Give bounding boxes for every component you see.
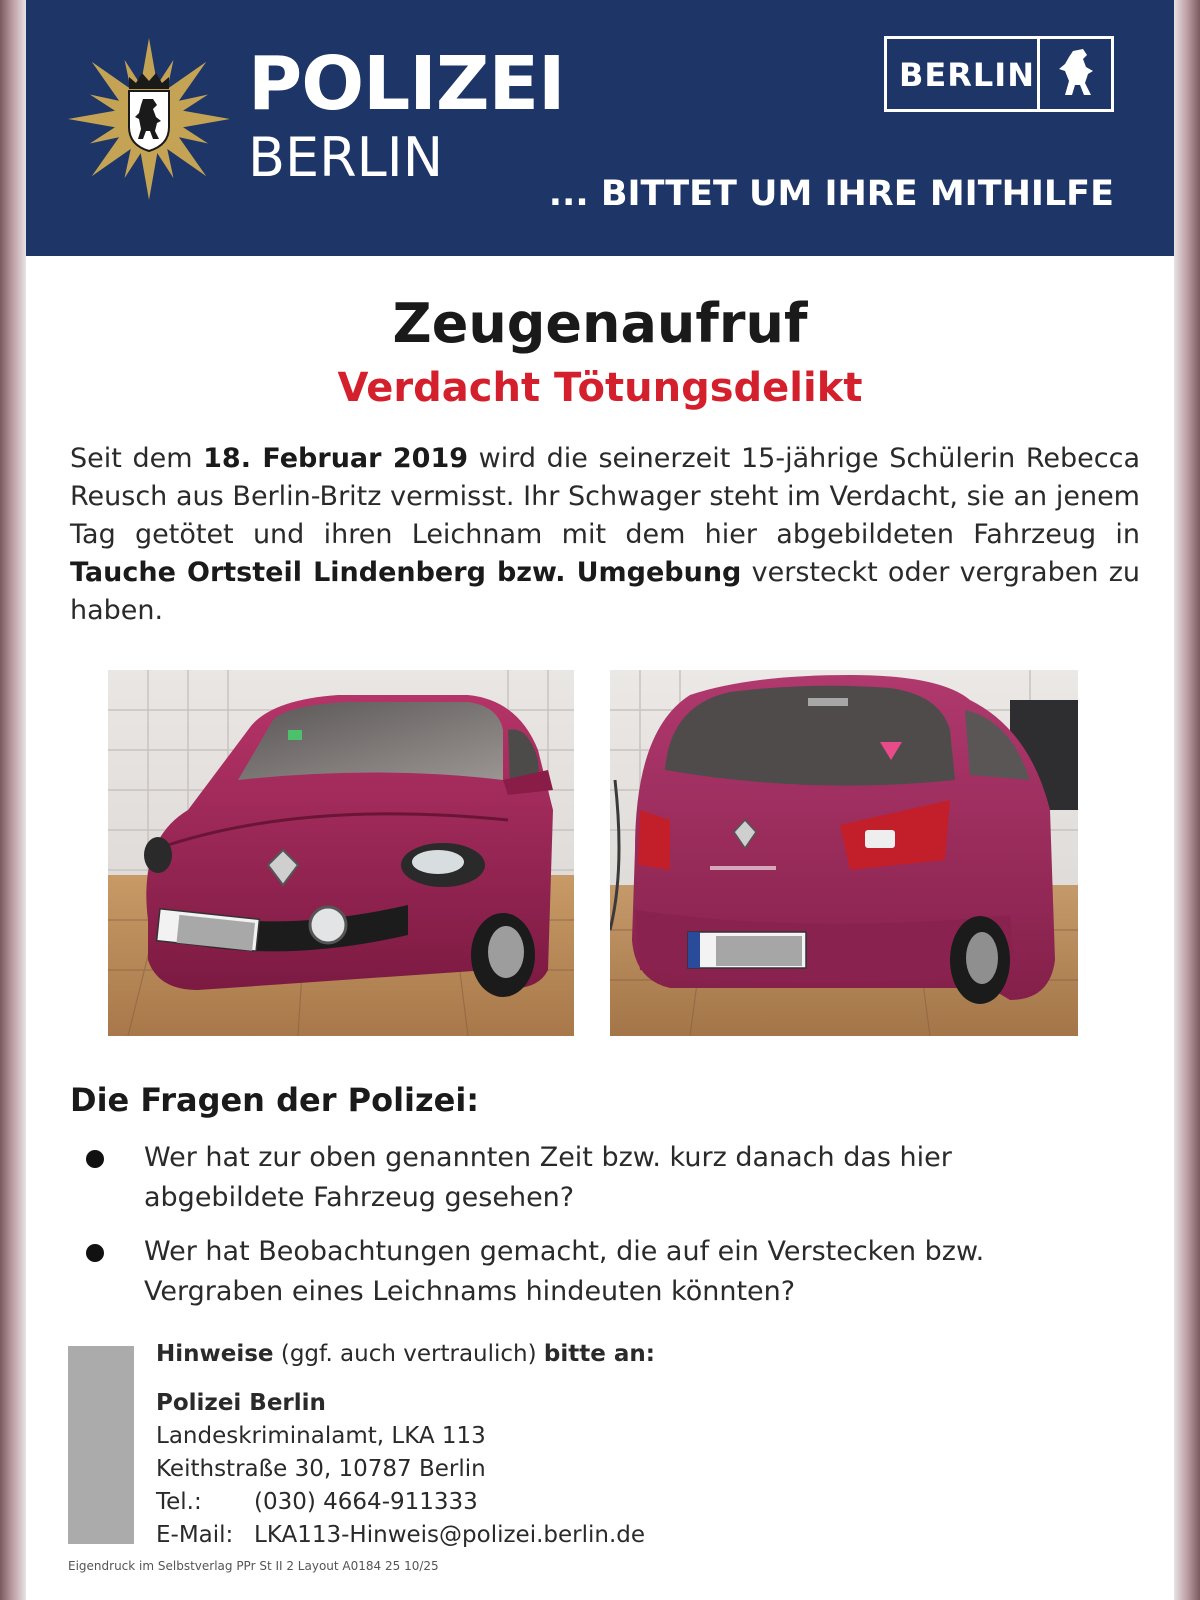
contact-lead-normal: (ggf. auch vertraulich) [273,1341,544,1367]
intro-date: 18. Februar 2019 [203,443,469,474]
question-item [78,1232,1118,1312]
questions-heading: Die Fragen der Polizei: [70,1081,480,1119]
redacted-photo-placeholder [68,1346,134,1544]
intro-text-1: Seit dem [70,443,204,474]
berlin-logo-label: BERLIN [899,56,1035,94]
question-text: Wer hat Beobachtungen gemacht, die auf ein Verstecken bzw. Vergraben eines Leichnams hindeuten könnten? [144,1236,985,1307]
contact-lead-bold-1: Hinweise [156,1341,274,1367]
contact-block [156,1338,1056,1552]
car-rear-photo [610,670,1078,1036]
intro-text-2: wird die seinerzeit 15-jährige Schülerin Rebecca Reusch aus Berlin-Britz vermisst. Ihr Schwager steht im Verdacht, sie an jenem Tag getötet und ihren Leichnam mit dem hier abgebildeten Fahrzeug in [70,443,1140,550]
intro-text-3: versteckt oder vergraben zu haben. [70,557,1140,626]
berlin-logo-divider [1037,39,1040,109]
footer-imprint: Eigendruck im Selbstverlag PPr St II 2 Layout A0184 25 10/25 [68,1559,439,1573]
contact-email-row [156,1519,1056,1552]
questions-list [78,1138,1118,1326]
car-front-photo [108,670,574,1036]
contact-lead [156,1338,1056,1371]
contact-tel-label: Tel.: [156,1489,202,1515]
contact-dept: Landeskriminalamt, LKA 113 [156,1423,486,1449]
intro-location: Tauche Ortsteil Lindenberg bzw. Umgebung [70,557,742,588]
intro-paragraph [70,440,1140,630]
contact-email-value[interactable]: LKA113-Hinweis@polizei.berlin.de [254,1522,646,1548]
poster [26,0,1174,1600]
berlin-bear-icon [1053,47,1107,103]
question-item [78,1138,1118,1218]
bullet-icon [86,1150,104,1168]
contact-org: Polizei Berlin [156,1390,326,1416]
header-banner [26,0,1174,256]
header-tagline: ... BITTET UM IHRE MITHILFE [548,174,1114,214]
contact-lead-bold-2: bitte an: [543,1341,655,1367]
contact-tel-row [156,1486,1056,1519]
bullet-icon [86,1244,104,1262]
contact-email-label: E-Mail: [156,1522,234,1548]
brand-berlin: BERLIN [248,126,444,189]
question-text: Wer hat zur oben genannten Zeit bzw. kurz danach das hier abgebildete Fahrzeug gesehen? [144,1142,952,1213]
notice-subtitle: Verdacht Tötungsdelikt [337,365,863,411]
notice-title: Zeugenaufruf [392,292,808,355]
brand-polizei: POLIZEI [248,41,565,127]
contact-tel-value[interactable]: (030) 4664-911333 [254,1489,478,1515]
berlin-logo-box [884,36,1114,112]
police-star-icon [68,38,230,200]
contact-address: Keithstraße 30, 10787 Berlin [156,1456,486,1482]
